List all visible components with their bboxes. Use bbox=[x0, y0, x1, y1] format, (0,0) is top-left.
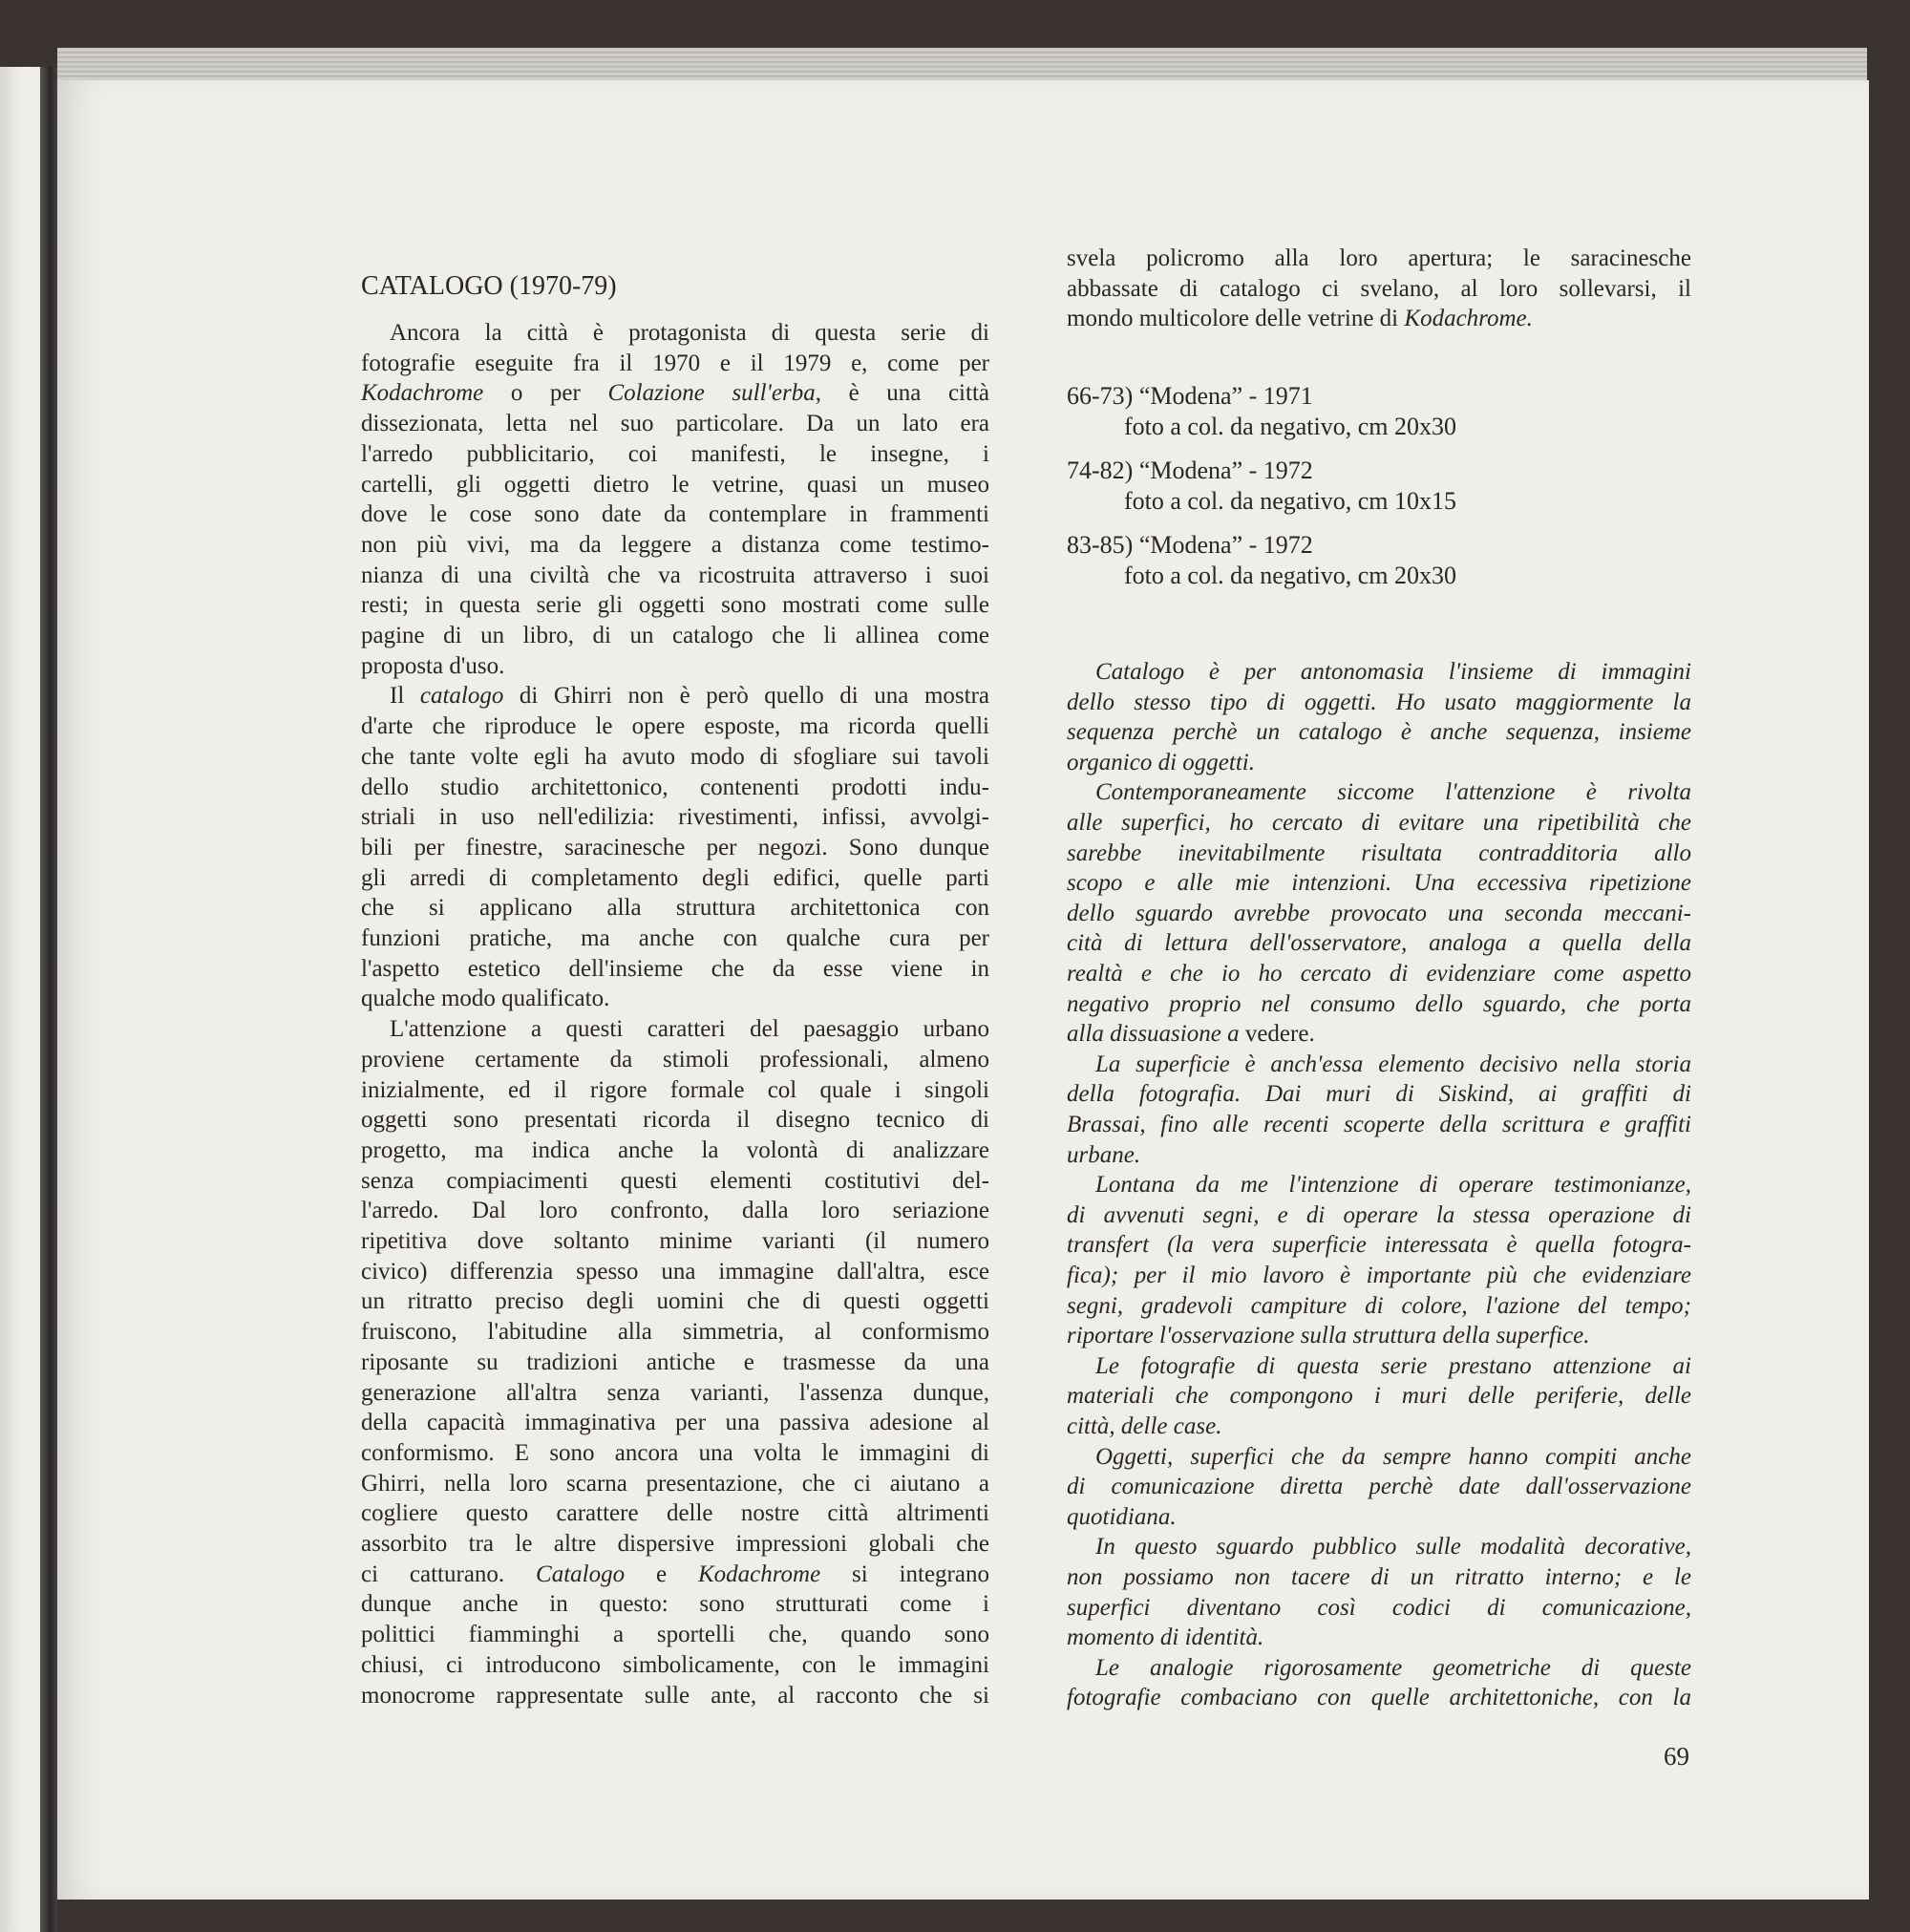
text-line bbox=[1067, 869, 1691, 898]
text-line bbox=[1067, 658, 1691, 687]
italic-text: fotografie combaciano con quelle architettoniche, con la bbox=[1067, 1685, 1691, 1711]
text-line bbox=[361, 1621, 989, 1649]
text-segment: dunque anche in questo: sono strutturati come i bbox=[361, 1591, 989, 1618]
text-segment: generazione all'altra senza varianti, l'assenza dunque, bbox=[361, 1379, 989, 1406]
italic-text: Colazione sull'erba bbox=[607, 380, 816, 407]
text-line bbox=[1067, 1171, 1691, 1200]
text-line bbox=[1067, 1443, 1691, 1472]
text-line bbox=[361, 1348, 989, 1377]
text-line bbox=[1067, 1654, 1691, 1683]
text-segment: d'arte che riproduce le opere esposte, ma ricorda quelli bbox=[361, 713, 989, 740]
plate-number: 74-82) bbox=[1067, 456, 1134, 484]
text-line bbox=[361, 1227, 989, 1256]
text-segment: o per bbox=[483, 380, 608, 407]
italic-text: di avvenuti segni, e di operare la stessa operazione di bbox=[1067, 1201, 1691, 1228]
text-segment: e bbox=[625, 1560, 698, 1587]
plate-description: foto a col. da negativo, cm 20x30 bbox=[1124, 562, 1457, 589]
text-line bbox=[361, 834, 989, 862]
text-line bbox=[361, 774, 989, 802]
text-line bbox=[361, 682, 989, 711]
text-line bbox=[361, 440, 989, 469]
text-line bbox=[361, 1136, 989, 1165]
italic-text: Catalogo bbox=[536, 1560, 626, 1587]
italic-text: alla dissuasione a bbox=[1067, 1021, 1245, 1048]
text-line bbox=[361, 1167, 989, 1196]
text-segment: di Ghirri non è però quello di una mostra bbox=[503, 683, 989, 710]
text-line bbox=[361, 864, 989, 893]
text-line bbox=[1067, 900, 1691, 928]
italic-text: cità di lettura dell'osservatore, analoga a quella della bbox=[1067, 930, 1691, 957]
text-line bbox=[1067, 244, 1691, 273]
text-line bbox=[361, 985, 989, 1013]
italic-text: Brassai, fino alle recenti scoperte della scrittura e graffiti bbox=[1067, 1112, 1691, 1137]
italic-text: materiali che compongono i muri delle periferie, delle bbox=[1067, 1383, 1691, 1410]
text-segment: chiusi, ci introducono simbolicamente, con le immagini bbox=[361, 1651, 989, 1678]
text-segment: qualche modo qualificato. bbox=[361, 986, 610, 1012]
text-line bbox=[1067, 1684, 1691, 1712]
italic-text: negativo proprio nel consumo dello sguardo, che porta bbox=[1067, 990, 1691, 1017]
text-line bbox=[1067, 275, 1691, 304]
italic-text: Le analogie rigorosamente geometriche di queste bbox=[1095, 1654, 1691, 1681]
text-line bbox=[1067, 689, 1691, 717]
italic-text: quotidiana. bbox=[1067, 1503, 1177, 1530]
text-line bbox=[1067, 960, 1691, 988]
text-line bbox=[361, 1106, 989, 1135]
italic-text: Kodachrome bbox=[361, 380, 484, 407]
text-segment: dove le cose sono date da contemplare in frammenti bbox=[361, 501, 989, 528]
text-line bbox=[361, 1258, 989, 1286]
italic-text: Catalogo è per antonomasia l'insieme di immagini bbox=[1095, 659, 1691, 685]
text-line bbox=[361, 1318, 989, 1347]
italic-text: superfici diventano così codici di comunicazione, bbox=[1067, 1594, 1691, 1621]
italic-text: dello stesso tipo di oggetti. Ho usato maggiormente la bbox=[1067, 689, 1691, 715]
section-heading: CATALOGO (1970-79) bbox=[361, 271, 617, 301]
text-segment: cartelli, gli oggetti dietro le vetrine, quasi un museo bbox=[361, 471, 989, 498]
text-segment: cogliere questo carattere delle nostre città altrimenti bbox=[361, 1500, 989, 1527]
text-segment: striali in uso nell'edilizia: rivestimenti, infissi, avvolgi- bbox=[361, 804, 989, 831]
text-line bbox=[361, 471, 989, 499]
text-segment: che si applicano alla struttura architettonica con bbox=[361, 895, 989, 922]
text-line bbox=[1067, 1352, 1691, 1381]
text-segment: Ghirri, nella loro scarna presentazione, che ci aiutano a bbox=[361, 1470, 989, 1497]
text-segment: abbassate di catalogo ci svelano, al loro sollevarsi, il bbox=[1067, 275, 1691, 302]
italic-text: Le fotografie di questa serie prestano attenzione ai bbox=[1095, 1352, 1691, 1379]
text-segment: svela policromo alla loro apertura; le saracinesche bbox=[1067, 245, 1691, 271]
page-number: 69 bbox=[1664, 1742, 1689, 1771]
italic-text: Kodachrome bbox=[697, 1560, 821, 1587]
italic-text: realtà e che io ho cercato di evidenziare come aspetto bbox=[1067, 961, 1691, 987]
text-segment: dello studio architettonico, contenenti prodotti indu- bbox=[361, 774, 989, 800]
text-segment: nianza di una civiltà che va ricostruita attraverso i suoi bbox=[361, 562, 989, 588]
text-line bbox=[361, 531, 989, 560]
text-line bbox=[361, 562, 989, 590]
text-line bbox=[361, 743, 989, 772]
text-line bbox=[1067, 1051, 1691, 1079]
italic-text: transfert (la vera superficie interessata è quella fotogra- bbox=[1067, 1232, 1691, 1259]
text-segment: si integrano bbox=[820, 1560, 989, 1587]
text-segment: proposta d'uso. bbox=[361, 652, 505, 679]
text-segment: della capacità immaginativa per una passiva adesione al bbox=[361, 1410, 989, 1436]
text-line bbox=[361, 1197, 989, 1225]
italic-text: In questo sguardo pubblico sulle modalità decorative, bbox=[1095, 1534, 1691, 1560]
text-line bbox=[1067, 718, 1691, 747]
text-segment: L'attenzione a questi caratteri del paesaggio urbano bbox=[390, 1016, 989, 1043]
text-segment: oggetti sono presentati ricorda il disegno tecnico di bbox=[361, 1107, 989, 1134]
text-line bbox=[361, 1287, 989, 1316]
text-segment: conformismo. E sono ancora una volta le immagini di bbox=[361, 1439, 989, 1466]
text-line bbox=[1067, 1231, 1691, 1260]
text-segment: pagine di un libro, di un catalogo che li allinea come bbox=[361, 623, 989, 648]
italic-text: Lontana da me l'intenzione di operare testimonianze, bbox=[1095, 1172, 1691, 1199]
text-line bbox=[361, 1499, 989, 1528]
text-line bbox=[1067, 749, 1691, 777]
text-segment: riposante su tradizioni antiche e trasmesse da una bbox=[361, 1348, 989, 1375]
text-line bbox=[361, 1590, 989, 1619]
text-line bbox=[1067, 778, 1691, 807]
plate-entry bbox=[1067, 456, 1313, 485]
text-segment: fotografie eseguite fra il 1970 e il 1979 e, come per bbox=[361, 350, 989, 376]
plate-title: “Modena” - 1972 bbox=[1138, 531, 1313, 559]
text-segment: progetto, ma indica anche la volontà di analizzare bbox=[361, 1136, 989, 1163]
text-line bbox=[361, 1530, 989, 1559]
text-segment: l'aspetto estetico dell'insieme che da esse viene in bbox=[361, 955, 989, 982]
text-line bbox=[361, 410, 989, 438]
text-line bbox=[1067, 1141, 1691, 1170]
text-line bbox=[1067, 1080, 1691, 1109]
text-segment: mondo multicolore delle vetrine di bbox=[1067, 306, 1405, 331]
text-line bbox=[361, 955, 989, 984]
italic-text: Contemporaneamente siccome l'attenzione è rivolta bbox=[1095, 779, 1691, 806]
italic-text: della fotografia. Dai muri di Siskind, ai graffiti di bbox=[1067, 1081, 1691, 1108]
text-line bbox=[361, 1439, 989, 1468]
text-line bbox=[361, 1651, 989, 1680]
text-line bbox=[361, 622, 989, 650]
italic-text: non possiamo non tacere di un ritratto interno; e le bbox=[1067, 1564, 1691, 1590]
plate-entry bbox=[1067, 531, 1313, 560]
text-line bbox=[1067, 1262, 1691, 1290]
text-line bbox=[361, 712, 989, 741]
text-line bbox=[361, 1015, 989, 1044]
book-page bbox=[57, 80, 1869, 1900]
text-line bbox=[1067, 1624, 1691, 1652]
italic-text: alle superfici, ho cercato di evitare una ripetibilità che bbox=[1067, 810, 1691, 836]
text-segment: non più vivi, ma da leggere a distanza come testimo- bbox=[361, 531, 989, 558]
plate-title: “Modena” - 1972 bbox=[1138, 456, 1313, 484]
book-gutter bbox=[40, 67, 57, 1932]
text-line bbox=[361, 1379, 989, 1408]
text-segment: inizialmente, ed il rigore formale col quale i singoli bbox=[361, 1076, 989, 1103]
text-segment: ripetitiva dove soltanto minime varianti (il numero bbox=[361, 1228, 989, 1254]
italic-text: segni, gradevoli campiture di colore, l'azione del tempo; bbox=[1067, 1292, 1691, 1319]
text-segment: vedere. bbox=[1244, 1021, 1315, 1048]
text-line bbox=[361, 1046, 989, 1074]
text-segment: dissezionata, letta nel suo particolare. Da un lato era bbox=[361, 411, 989, 437]
text-segment: assorbito tra le altre dispersive impressioni globali che bbox=[361, 1531, 989, 1557]
plate-number: 66-73) bbox=[1067, 382, 1134, 410]
text-line bbox=[1067, 1111, 1691, 1139]
text-segment: gli arredi di completamento degli edifici, quelle parti bbox=[361, 864, 989, 891]
italic-text: dello sguardo avrebbe provocato una seconda meccani- bbox=[1067, 900, 1691, 926]
text-line bbox=[1067, 1563, 1691, 1592]
text-line bbox=[1067, 1201, 1691, 1230]
text-segment: l'arredo pubblicitario, coi manifesti, le insegne, i bbox=[361, 440, 989, 467]
text-line bbox=[1067, 1473, 1691, 1501]
text-line bbox=[361, 379, 989, 408]
text-segment: funzioni pratiche, ma anche con qualche cura per bbox=[361, 925, 989, 951]
plate-description: foto a col. da negativo, cm 10x15 bbox=[1124, 487, 1457, 515]
italic-text: organico di oggetti. bbox=[1067, 749, 1255, 775]
text-line bbox=[361, 1409, 989, 1437]
text-segment: bili per finestre, saracinesche per negozi. Sono dunque bbox=[361, 834, 989, 860]
italic-text: riportare l'osservazione sulla struttura della superfice. bbox=[1067, 1323, 1590, 1349]
text-segment: Il bbox=[390, 683, 420, 710]
text-line bbox=[361, 500, 989, 529]
text-segment: che tante volte egli ha avuto modo di sfogliare sui tavoli bbox=[361, 743, 989, 770]
text-line bbox=[361, 894, 989, 923]
text-segment: monocrome rappresentate sulle ante, al racconto che si bbox=[361, 1682, 989, 1709]
text-line bbox=[361, 350, 989, 378]
text-line bbox=[1067, 809, 1691, 838]
text-segment: polittici fiamminghi a sportelli che, quando sono bbox=[361, 1622, 989, 1648]
italic-text: La superficie è anch'essa elemento decisivo nella storia bbox=[1095, 1051, 1691, 1077]
text-line bbox=[361, 319, 989, 348]
text-segment: l'arredo. Dal loro confronto, dalla loro seriazione bbox=[361, 1198, 989, 1224]
text-line bbox=[1067, 1292, 1691, 1321]
italic-text: sequenza perchè un catalogo è anche sequenza, insieme bbox=[1067, 719, 1691, 746]
text-line bbox=[361, 924, 989, 953]
text-line bbox=[1067, 1382, 1691, 1411]
text-line bbox=[1067, 1533, 1691, 1561]
text-segment: civico) differenzia spesso una immagine dall'altra, esce bbox=[361, 1258, 989, 1284]
italic-text: Oggetti, superfici che da sempre hanno compiti anche bbox=[1095, 1443, 1691, 1470]
plate-entry bbox=[1067, 382, 1313, 411]
italic-text: scopo e alle mie intenzioni. Una eccessiva ripetizione bbox=[1067, 870, 1691, 897]
text-line bbox=[361, 1076, 989, 1105]
text-line bbox=[361, 652, 989, 681]
text-line bbox=[1067, 1503, 1691, 1532]
plate-title: “Modena” - 1971 bbox=[1138, 382, 1313, 410]
text-segment: ci catturano. bbox=[361, 1560, 537, 1587]
italic-text: sarebbe inevitabilmente risultata contradditoria allo bbox=[1067, 839, 1691, 866]
text-line bbox=[361, 1470, 989, 1498]
italic-text: città, delle case. bbox=[1067, 1413, 1222, 1439]
text-segment: un ritratto preciso degli uomini che di questi oggetti bbox=[361, 1288, 989, 1315]
text-segment: , è una città bbox=[815, 380, 989, 407]
italic-text: urbane. bbox=[1067, 1141, 1141, 1168]
text-segment: senza compiacimenti questi elementi costitutivi del- bbox=[361, 1167, 989, 1194]
text-line bbox=[361, 1682, 989, 1710]
italic-text: momento di identità. bbox=[1067, 1624, 1264, 1651]
text-line bbox=[361, 803, 989, 832]
italic-text: di comunicazione diretta perchè date dall'osservazione bbox=[1067, 1474, 1691, 1500]
text-segment: Ancora la città è protagonista di questa serie di bbox=[390, 320, 989, 346]
italic-text: catalogo bbox=[419, 683, 504, 710]
text-line bbox=[1067, 839, 1691, 868]
text-line bbox=[1067, 929, 1691, 958]
plate-description: foto a col. da negativo, cm 20x30 bbox=[1124, 413, 1457, 440]
text-line bbox=[1067, 990, 1691, 1019]
italic-text: fica); per il mio lavoro è importante più che evidenziare bbox=[1067, 1263, 1691, 1288]
text-segment: resti; in questa serie gli oggetti sono mostrati come sulle bbox=[361, 592, 989, 619]
text-line bbox=[1067, 1020, 1691, 1049]
italic-text: Kodachrome. bbox=[1404, 306, 1533, 331]
text-segment: proviene certamente da stimoli professionali, almeno bbox=[361, 1046, 989, 1072]
text-line bbox=[1067, 305, 1691, 333]
text-line bbox=[1067, 1322, 1691, 1350]
text-line bbox=[361, 1560, 989, 1589]
plate-number: 83-85) bbox=[1067, 531, 1134, 559]
text-line bbox=[361, 591, 989, 620]
text-line bbox=[1067, 1412, 1691, 1441]
text-segment: fruiscono, l'abitudine alla simmetria, al conformismo bbox=[361, 1319, 989, 1346]
text-line bbox=[1067, 1594, 1691, 1623]
